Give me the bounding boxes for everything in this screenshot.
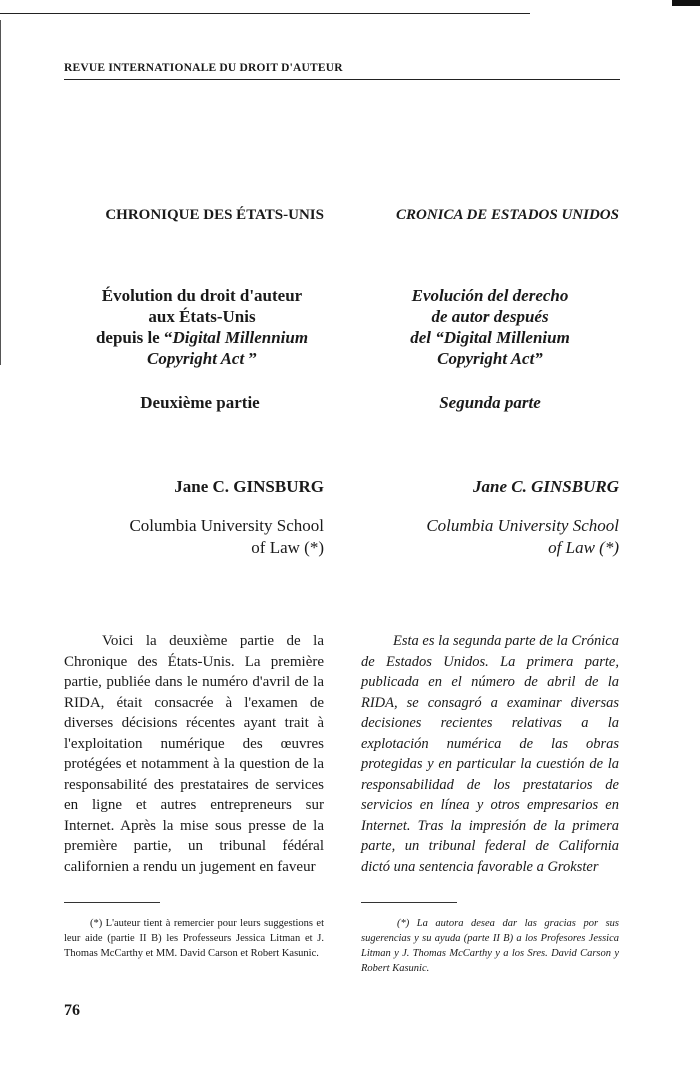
title-line: de autor después: [431, 307, 549, 326]
article-title: [361, 285, 619, 369]
article-title: [72, 285, 332, 369]
author-affiliation: Columbia University School of Law (*): [426, 516, 619, 557]
author-name: Jane C. GINSBURG: [473, 477, 619, 496]
body-paragraph: Voici la deuxième partie de la Chronique des États-Unis. La première partie, publiée dans le numéro d'avril de la RIDA, était consacrée à l'examen de diverses décisions récentes ayant trait à l'exploitation numérique des œuvres protégées et notamment à la question de la responsabilité des prestataires de services en ligne et autres entrepreneurs sur Internet. Après la mise sous presse de la première partie, un tribunal fédéral californien a rendu un jugement en faveur: [64, 633, 324, 875]
chronicle-heading: CHRONIQUE DES ÉTATS-UNIS: [105, 207, 324, 223]
body-paragraph: Esta es la segunda parte de la Crónica de Estados Unidos. La primera parte, publicada en el número de abril de la RIDA, se consagró a examinar diversas decisiones recientes relativas a la explotación numérica de las obras protegidas y en particular la cuestión de la responsabilidad de los prestatarios de servicios en línea y otros empresarios en Internet. Tras la impresión de la primera parte, un tribunal federal de California dictó una sentencia favorable a Grokster: [361, 633, 619, 875]
scan-artifact-edge: [0, 20, 1, 365]
title-line: aux États-Unis: [148, 307, 256, 326]
footnote-rule: [361, 902, 457, 903]
title-line: Evolución del derecho: [411, 286, 569, 305]
title-line: Copyright Act ”: [147, 349, 257, 368]
scan-artifact-line: [0, 13, 530, 14]
author-name: Jane C. GINSBURG: [174, 477, 324, 496]
page-number: 76: [64, 1002, 80, 1019]
footnote-rule: [64, 902, 160, 903]
title-line: del “Digital Millenium: [410, 328, 570, 347]
scan-artifact-mark: [672, 0, 700, 6]
footnote: (*) L'auteur tient à remercier pour leurs suggestions et leur aide (partie II B) les Professeurs Jessica Litman et J. Thomas McCarthy et MM. David Carson et Robert Kasunic.: [64, 918, 324, 959]
title-line: depuis le “Digital Millennium: [95, 328, 309, 347]
running-head: REVUE INTERNATIONALE DU DROIT D'AUTEUR: [64, 62, 343, 74]
title-line: Copyright Act”: [437, 349, 543, 368]
footnote: (*) La autora desea dar las gracias por sus sugerencias y su ayuda (parte II B) a los Profesores Jessica Litman y J. Thomas McCarthy y a los Sres. David Carson y Robert Kasunic.: [361, 918, 619, 974]
part-label: Segunda parte: [439, 393, 541, 412]
title-line: Évolution du droit d'auteur: [101, 286, 303, 305]
part-label: Deuxième partie: [140, 393, 260, 412]
author-affiliation: Columbia University School of Law (*): [129, 516, 324, 557]
chronicle-heading: CRONICA DE ESTADOS UNIDOS: [396, 207, 619, 223]
header-rule: [64, 79, 620, 80]
